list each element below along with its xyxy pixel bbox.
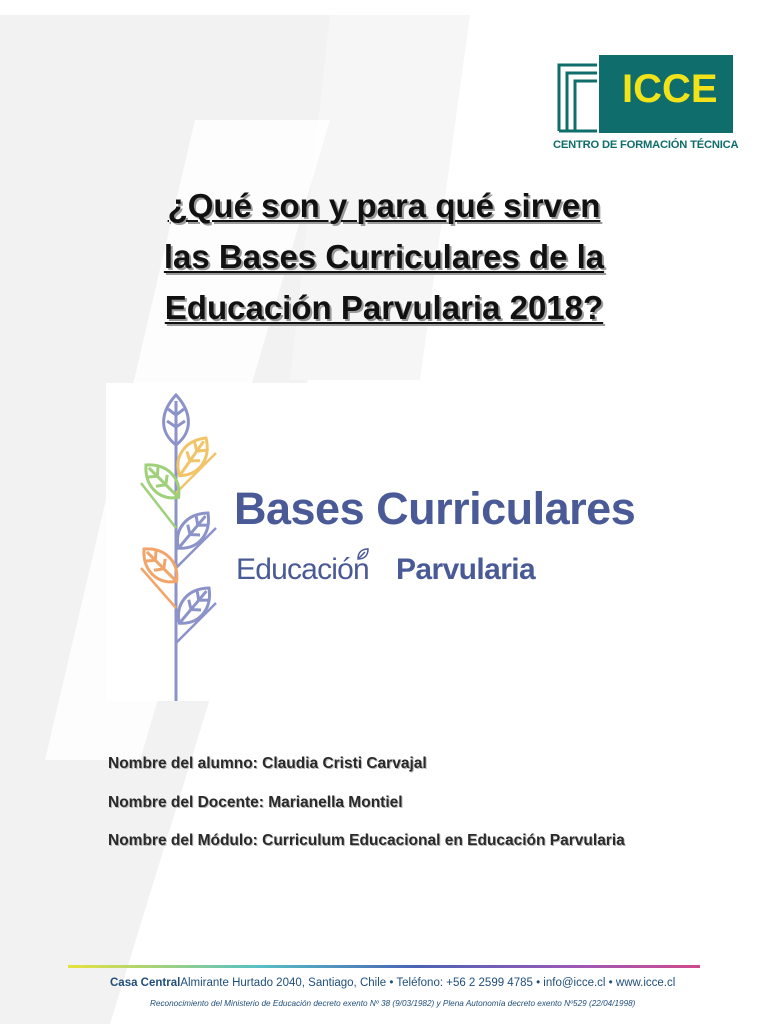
- document-title: [120, 180, 648, 333]
- bases-subheading-bold: Parvularia: [396, 553, 536, 586]
- bases-subheading-light: Educación: [236, 553, 369, 586]
- footer-address-text: Almirante Hurtado 2040, Santiago, Chile • Teléfono: +56 2 2599 4785 • info@icce.cl • www.icce.cl: [180, 977, 676, 989]
- bases-curriculares-graphic: [106, 383, 666, 701]
- small-leaf-icon: [356, 547, 370, 561]
- footer-recognition: Reconocimiento del Ministerio de Educación decreto exento Nº 38 (9/03/1982) y Plena Autonomía decreto exento Nº529 (22/04/1998): [150, 999, 636, 1008]
- logo-word: ICCE: [622, 67, 718, 111]
- teacher-name: Nombre del Docente: Marianella Montiel: [108, 794, 403, 811]
- icce-logo: [553, 55, 739, 155]
- footer-casa-label: Casa Central: [110, 977, 181, 989]
- title-line-2: las Bases Curriculares de la: [163, 238, 605, 275]
- footer-address: [110, 977, 710, 989]
- title-line-3: Educación Parvularia 2018?: [164, 289, 604, 326]
- footer-divider: [68, 965, 700, 968]
- student-name: Nombre del alumno: Claudia Cristi Carvajal: [108, 755, 427, 772]
- title-line-1: ¿Qué son y para qué sirven: [167, 187, 601, 224]
- leaf-top: [164, 395, 189, 445]
- logo-subtitle: CENTRO DE FORMACIÓN TÉCNICA: [553, 139, 739, 151]
- plant-leaves-icon: [106, 383, 246, 701]
- bases-heading: Bases Curriculares: [234, 483, 636, 534]
- module-name: Nombre del Módulo: Curriculum Educacional en Educación Parvularia: [108, 832, 625, 849]
